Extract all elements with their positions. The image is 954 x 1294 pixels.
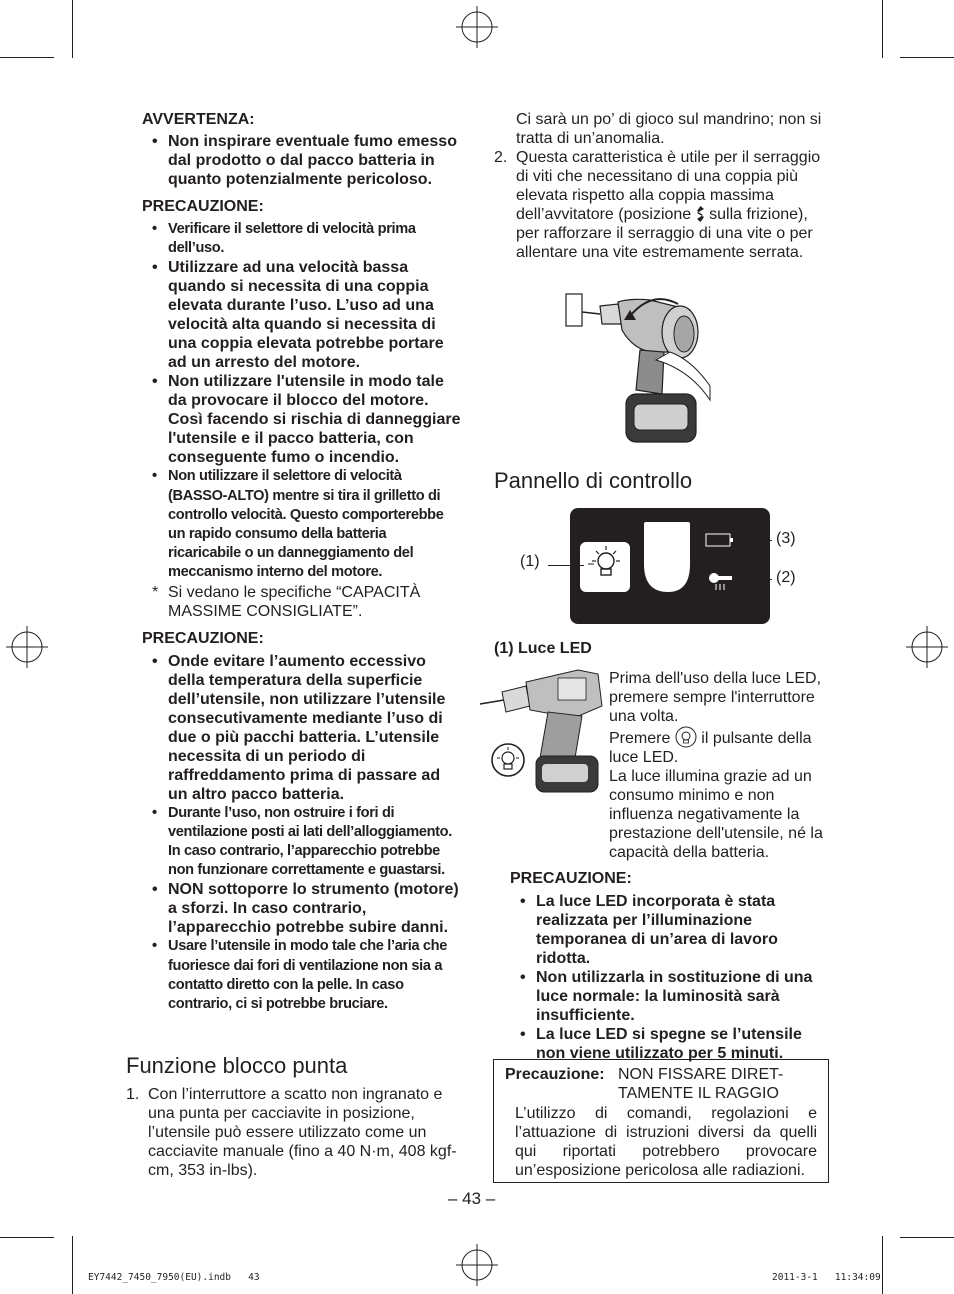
list-item: • Utilizzare ad una velocità bassa quando si necessita di una coppia elevata durante l’uso. L’uso ad una velocità alta quando si necessita di una coppia elevata potrebbe portare ad un arresto del motore. xyxy=(142,258,462,372)
registration-mark-top xyxy=(456,6,498,48)
right-top-text xyxy=(494,110,830,262)
list-item: • Verificare il selettore di velocità prima dell’uso. xyxy=(142,220,462,258)
luce-text-c: il pulsante della luce LED. xyxy=(609,730,812,766)
box-title-1: NON FISSARE DIRET- xyxy=(618,1066,784,1083)
precauzione-heading-1: PRECAUZIONE: xyxy=(142,198,264,215)
led-bulb-icon xyxy=(586,544,626,584)
precaution-box xyxy=(493,1059,829,1183)
precauzione-list-2 xyxy=(142,652,462,1015)
avvertenza-list xyxy=(142,132,462,189)
right-list xyxy=(494,148,830,262)
avvertenza-heading: AVVERTENZA: xyxy=(142,111,255,128)
page-number: – 43 – xyxy=(448,1189,496,1208)
box-text: L’utilizzo di comandi, regolazioni e l’attuazione di istruzioni diversi da quelli qui riportati potrebbero provocare un’esposizione pericolosa alle radiazioni. xyxy=(515,1105,817,1179)
callout-label-3: (3) xyxy=(776,530,796,547)
luce-led-heading: (1) Luce LED xyxy=(494,640,592,657)
list-item: • Non inspirare eventuale fumo emesso dal prodotto o dal pacco batteria in quanto potenzialmente pericoloso. xyxy=(142,132,462,189)
precauzione-heading-2: PRECAUZIONE: xyxy=(142,629,264,647)
item-number: 1. xyxy=(126,1086,140,1103)
list-item: • NON sottoporre lo strumento (motore) a sforzi. In caso contrario, l’apparecchio potrebbe subire danni. xyxy=(142,880,462,937)
luce-text-press xyxy=(609,726,831,767)
funzione-section xyxy=(126,1053,462,1180)
item-text-cont: sulla frizione), per rafforzare il serraggio di una vite o per allentare una vite estremamente serrata. xyxy=(516,206,813,261)
drill-position-icon xyxy=(696,206,705,222)
list-item: • Non utilizzare il selettore di velocità (BASSO-ALTO) mentre si tira il grilletto di controllo velocità. Questo comporterebbe un rapido consumo della batteria ricaricabile o un danneggiamento del meccanismo interno del motore. xyxy=(142,467,462,582)
precauzione-heading-3: PRECAUZIONE: xyxy=(510,870,632,887)
left-column xyxy=(142,110,462,1014)
luce-text-d: La luce illumina grazie ad un consumo minimo e non influenza negativamente la prestazione dell'utensile, né la capacità della batteria. xyxy=(609,768,823,861)
list-item xyxy=(494,148,830,262)
funzione-title: Funzione blocco punta xyxy=(126,1053,348,1078)
luce-led-text xyxy=(609,669,831,862)
note-asterisk: * Si vedano le specifiche “CAPACITÀ MASSIME CONSIGLIATE”. xyxy=(142,583,462,621)
precauzione-list-1 xyxy=(142,220,462,583)
list-item: • Usare l’utensile in modo tale che l’aria che fuoriesce dai fori di ventilazione non sia a contatto diretto con la pelle. In caso contrario, ci si potrebbe bruciare. xyxy=(142,937,462,1014)
list-item: • La luce LED si spegne se l’utensile non viene utilizzato per 5 minuti. xyxy=(510,1025,830,1063)
callout-label-1: (1) xyxy=(520,553,540,570)
list-item: • Non utilizzare l'utensile in modo tale da provocare il blocco del motore. Così facendo si rischia di danneggiare l'utensile e il pacco batteria, con conseguente fumo o incendio. xyxy=(142,372,462,467)
luce-text-a: Prima dell'uso della luce LED, premere sempre l'interruttore una volta. xyxy=(609,670,822,725)
footer-file: EY7442_7450_7950(EU).indb 43 xyxy=(88,1272,260,1283)
list-item: • La luce LED incorporata è stata realizzata per l’illuminazione temporanea di un’area di lavoro ridotta. xyxy=(510,892,830,968)
pannello-title: Pannello di controllo xyxy=(494,468,693,493)
registration-mark-bottom xyxy=(456,1244,498,1286)
footer-date: 2011-3-1 11:34:09 xyxy=(772,1272,881,1283)
list-item: • Durante l’uso, non ostruire i fori di ventilazione posti ai lati dell’alloggiamento. In caso contrario, l’apparecchio potrebbe non funzionare correttamente e guastarsi. xyxy=(142,804,462,881)
continued-text: Ci sarà un po’ di gioco sul mandrino; non si tratta di un’anomalia. xyxy=(516,111,822,147)
item-number: 2. xyxy=(494,149,508,166)
callout-label-2: (2) xyxy=(776,569,796,586)
led-button-icon xyxy=(490,742,526,778)
list-item: • Non utilizzarla in sostituzione di una luce normale: la luminosità sarà insufficiente. xyxy=(510,968,830,1025)
list-item xyxy=(126,1085,462,1180)
registration-mark-right xyxy=(906,626,948,668)
registration-mark-left xyxy=(6,626,48,668)
drill-screwing-illustration xyxy=(560,290,750,450)
precauzione-list-3 xyxy=(510,892,830,1063)
led-inline-icon xyxy=(675,726,697,748)
item-text: Questa caratteristica è utile per il serraggio di viti che necessitano di una coppia più elevata rispetto alla coppia massima dell’avvitatore (posizione xyxy=(516,149,821,223)
box-label: Precauzione: xyxy=(505,1066,605,1083)
box-title-2: TAMENTE IL RAGGIO xyxy=(618,1085,779,1102)
precauzione-section-3 xyxy=(510,869,830,1063)
funzione-list xyxy=(126,1085,462,1180)
list-item: • Onde evitare l’aumento eccessivo della temperatura della superficie dell’utensile, non utilizzare l’utensile consecutivamente mediante l’uso di due o più pacchi batteria. L’utensile necessita di un periodo di raffreddamento prima di passare ad un altro pacco batteria. xyxy=(142,652,462,804)
item-text: Con l’interruttore a scatto non ingranato e una punta per cacciavite in posizione, l’utensile può essere utilizzato come un cacciavite manuale (fino a 40 N·m, 408 kgf-cm, 353 in-lbs). xyxy=(148,1086,457,1179)
luce-text-b: Premere xyxy=(609,730,671,747)
